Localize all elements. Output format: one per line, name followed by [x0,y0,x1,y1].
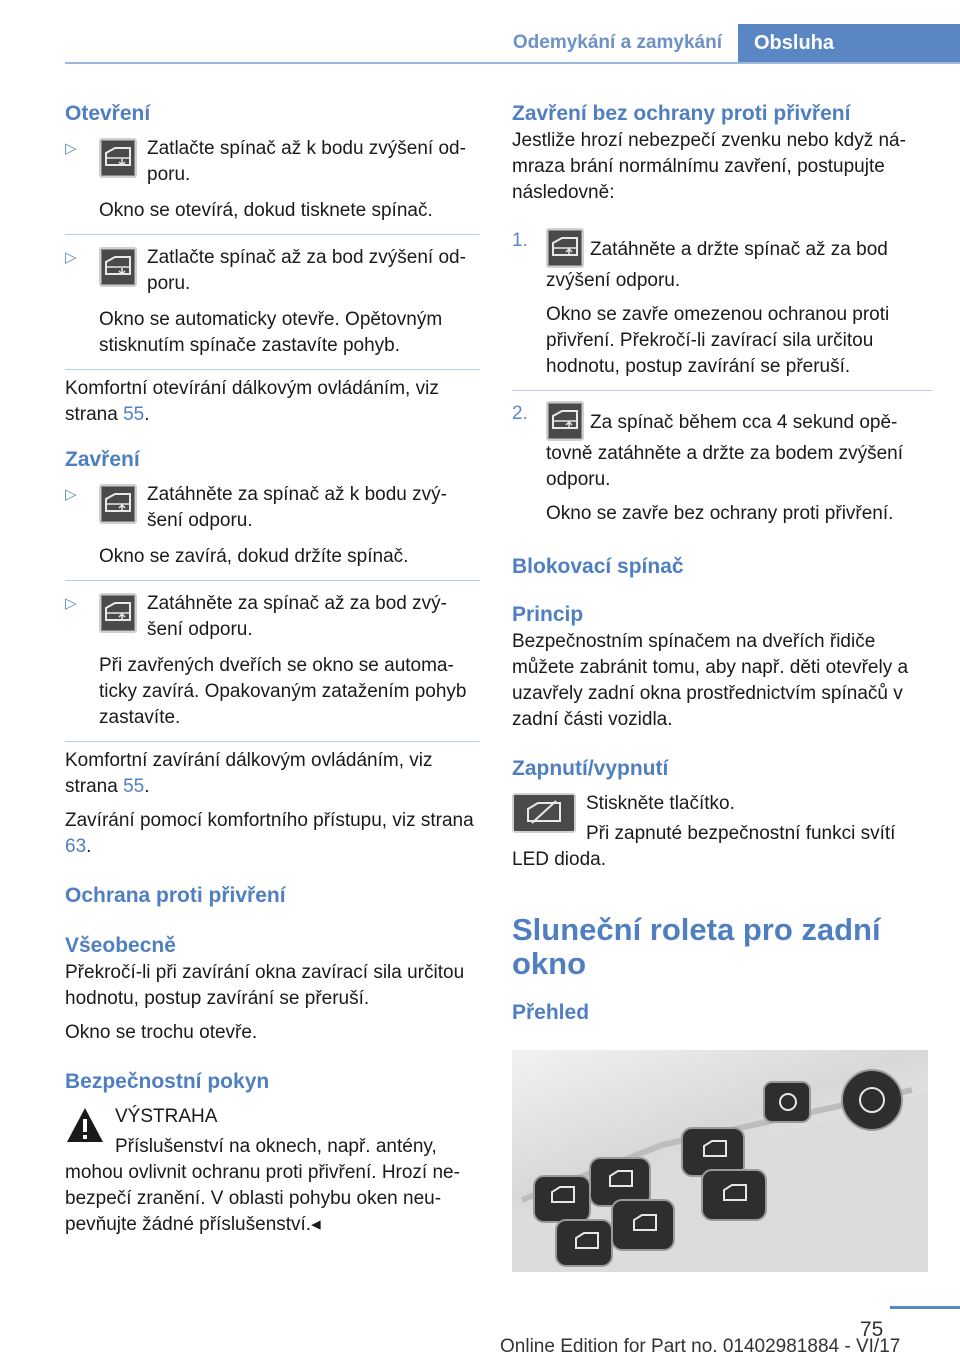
window-switch-icon [99,247,137,287]
open-step-2 [65,245,480,297]
open-step-2-result: Okno se automaticky otevře. Opětovným stisknutím spínače zastavíte pohyb. [99,309,443,356]
open-comfort-label: Komfortní otevírání dálkovým ovládáním, viz strana [65,378,439,425]
footer-rule [890,1306,960,1309]
step-2-text [546,401,932,493]
lock-heading: Blokovací spínač [512,555,684,578]
bullet-triangle-icon: ▷ [65,249,77,266]
header-rule [65,62,960,64]
left-column [65,100,480,1238]
warning-icon [65,1106,105,1149]
general-heading: Všeobecně [65,934,176,957]
principle-heading: Princip [512,603,584,626]
numbered-step-2 [512,401,932,527]
page-link-55[interactable]: 55 [123,776,145,797]
step-1-result: Okno se zavře omezenou ochranou proti přivření. Překročí-li zavírací sila určitou hodnotu, postup zavírání se přeruší. [546,304,890,377]
pinch-heading: Ochrana proti přivření [65,884,286,907]
close-heading: Zavření [65,448,140,471]
step-1-text [546,228,932,294]
divider [65,234,480,235]
onoff-heading: Zapnutí/vypnutí [512,757,669,780]
right-column [512,100,932,1027]
general-text: Překročí-li při zavírání okna zavírací sila určitou hodnotu, postup zavírání se přeruší. [65,962,465,1009]
step-number: 1. [512,230,528,251]
open-step-1-text: Zatlačte spínač až k bodu zvýšení od-poru. [147,138,466,185]
no-pinch-intro: Jestliže hrozí nebezpečí zvenku nebo když ná-mraza brání normálnímu zavření, postupujte následovně: [512,130,906,203]
open-heading: Otevření [65,102,151,125]
warning-block [65,1104,480,1130]
onoff-text-1: Stiskněte tlačítko. [586,793,735,814]
child-lock-switch-icon [512,793,576,833]
close-step-2-result: Při zavřených dveřích se okno se automa-ticky zavírá. Opakovaným zatažením pohyb zastavíte. [99,655,467,728]
divider [512,390,932,391]
step-2-label: Za spínač během cca 4 sekund opě-tovně zatáhněte a držte za bodem zvýšení odporu. [546,412,903,490]
close-comfort-text: Komfortní zavírání dálkovým ovládáním, viz strana 55. [65,750,433,797]
close-step-1-result: Okno se zavírá, dokud držíte spínač. [99,546,409,567]
general-text-2: Okno se trochu otevře. [65,1022,258,1043]
window-switch-icon [99,138,137,178]
step-number: 2. [512,403,528,424]
close-comfort-label: Komfortní zavírání dálkovým ovládáním, viz strana [65,750,433,797]
page-number: 75 [860,1318,884,1341]
divider [65,580,480,581]
divider [65,741,480,742]
onoff-block [512,791,932,843]
onoff-text-2: Při zapnuté bezpečnostní funkci svítí LED dioda. [512,823,896,870]
section-tab: Obsluha [738,24,960,62]
divider [65,369,480,370]
close-step-1 [65,482,480,534]
no-pinch-heading: Zavření bez ochrany proti přivření [512,102,851,125]
open-comfort-text: Komfortní otevírání dálkovým ovládáním, viz strana 55. [65,378,439,425]
principle-text: Bezpečnostním spínačem na dveřích řidiče můžete zabránit tomu, aby např. děti otevřely a uzavřely zadní okna prostřednictvím spínačů v zadní části vozidla. [512,631,909,730]
chapter-title: Odemykání a zamykání [512,32,722,53]
open-step-2-text: Zatlačte spínač až za bod zvýšení od-poru. [147,247,466,294]
close-step-1-text: Zatáhněte za spínač až k bodu zvý-šení odporu. [147,484,447,531]
step-1-label: Zatáhněte a držte spínač až za bod zvýšení odporu. [546,239,888,291]
window-switch-icon [546,401,584,441]
close-access-text: Zavírání pomocí komfortního přístupu, viz strana 63. [65,810,474,857]
edition-footer: Online Edition for Part no. 01402981884 - VI/17 [500,1336,901,1357]
warning-title: VÝSTRAHA [115,1106,218,1127]
close-step-2-text: Zatáhněte za spínač až za bod zvý-šení odporu. [147,593,447,640]
bullet-triangle-icon: ▷ [65,140,77,157]
blind-heading: Sluneční roleta pro zadní okno [512,912,881,981]
window-switch-icon [546,228,584,268]
window-switch-icon [99,593,137,633]
close-step-2 [65,591,480,643]
page-link-55[interactable]: 55 [123,404,145,425]
numbered-step-1 [512,228,932,380]
safety-heading: Bezpečnostní pokyn [65,1070,270,1093]
door-switch-panel-image [512,1050,928,1272]
bullet-triangle-icon: ▷ [65,595,77,612]
open-step-1 [65,136,480,188]
page-link-63[interactable]: 63 [65,836,87,857]
warning-text: Příslušenství na oknech, např. antény, mohou ovlivnit ochranu proti přivření. Hrozí ne-bezpečí zranění. V oblasti pohybu oken neu-pevňujte žádné příslušenství.◂ [65,1136,460,1235]
bullet-triangle-icon: ▷ [65,486,77,503]
window-switch-icon [99,484,137,524]
open-step-1-result: Okno se otevírá, dokud tisknete spínač. [99,200,433,221]
step-2-result: Okno se zavře bez ochrany proti přivření. [546,503,894,524]
close-access-label: Zavírání pomocí komfortního přístupu, viz strana [65,810,474,831]
overview-heading: Přehled [512,1001,590,1024]
